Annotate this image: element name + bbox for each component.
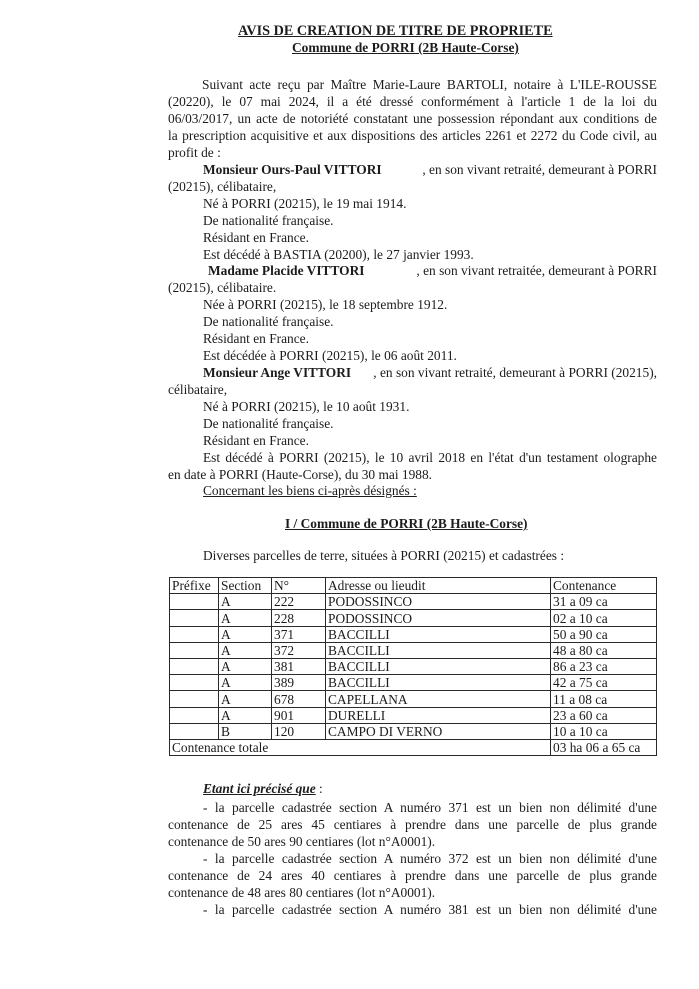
precision-colon: : xyxy=(315,781,323,796)
precision-heading xyxy=(203,781,323,797)
document-title: AVIS DE CREATION DE TITRE DE PROPRIETE xyxy=(238,23,553,39)
person-line xyxy=(203,162,657,178)
table-cell: 228 xyxy=(272,610,326,626)
note-line: contenance de 24 ares 40 centiares à prendre dans une parcelle de plus grande xyxy=(168,868,657,883)
table-cell xyxy=(170,675,219,691)
note-line: contenance de 48 ares 80 centiares (lot n°A0001). xyxy=(168,885,436,900)
table-header-cell: Préfixe xyxy=(170,578,219,594)
person-detail: Résidant en France. xyxy=(203,230,309,245)
precision-label: Etant ici précisé que xyxy=(203,781,316,796)
note-line: - la parcelle cadastrée section A numéro 371 est un bien non délimité d'une xyxy=(203,800,657,815)
table-row xyxy=(170,626,657,642)
note-line: contenance de 50 ares 90 centiares (lot n°A0001). xyxy=(168,834,436,849)
table-cell: A xyxy=(219,675,272,691)
intro-line: la prescription acquisitive et aux dispositions des articles 2261 et 2272 du Code civil, au xyxy=(168,128,657,143)
table-cell: 11 a 08 ca xyxy=(551,691,657,707)
person-detail: Née à PORRI (20215), le 18 septembre 1912. xyxy=(203,297,448,312)
table-cell: A xyxy=(219,642,272,658)
table-cell: CAMPO DI VERNO xyxy=(326,723,551,739)
person-line xyxy=(203,365,657,381)
table-cell: A xyxy=(219,594,272,610)
table-cell xyxy=(170,723,219,739)
table-cell: A xyxy=(219,691,272,707)
table-cell: 901 xyxy=(272,707,326,723)
table-total-row xyxy=(170,739,657,755)
table-row xyxy=(170,723,657,739)
table-cell: A xyxy=(219,707,272,723)
table-cell: 86 a 23 ca xyxy=(551,658,657,674)
note-line: contenance de 25 ares 45 centiares à prendre dans une parcelle de plus grande xyxy=(168,817,657,832)
person-detail: Résidant en France. xyxy=(203,331,309,346)
person-name: Monsieur Ours-Paul VITTORI xyxy=(203,162,382,177)
table-cell xyxy=(170,626,219,642)
person-description: , en son vivant retraité, demeurant à PORRI (20215), xyxy=(373,365,657,380)
table-header-cell: N° xyxy=(272,578,326,594)
person-description: , en son vivant retraité, demeurant à PORRI xyxy=(422,162,657,177)
table-header-row xyxy=(170,578,657,594)
document-subtitle: Commune de PORRI (2B Haute-Corse) xyxy=(292,40,519,55)
table-cell: 31 a 09 ca xyxy=(551,594,657,610)
table-cell: 371 xyxy=(272,626,326,642)
person-name: Monsieur Ange VITTORI xyxy=(203,365,352,380)
intro-line: Suivant acte reçu par Maître Marie-Laure BARTOLI, notaire à L'ILE-ROUSSE xyxy=(202,77,657,92)
table-row xyxy=(170,675,657,691)
table-cell: 678 xyxy=(272,691,326,707)
table-cell: B xyxy=(219,723,272,739)
note-line: - la parcelle cadastrée section A numéro 372 est un bien non délimité d'une xyxy=(203,851,657,866)
table-cell xyxy=(170,610,219,626)
person-description: , en son vivant retraitée, demeurant à PORRI xyxy=(416,263,657,278)
table-cell: A xyxy=(219,626,272,642)
person-detail: De nationalité française. xyxy=(203,213,334,228)
table-cell xyxy=(170,642,219,658)
table-row xyxy=(170,594,657,610)
person-line: (20215), célibataire, xyxy=(168,179,277,194)
person-line: célibataire, xyxy=(168,382,228,397)
table-header-cell: Contenance xyxy=(551,578,657,594)
intro-line: 06/03/2017, un acte de notoriété constatant une possession répondant aux conditions de xyxy=(168,111,657,126)
table-cell: PODOSSINCO xyxy=(326,594,551,610)
intro-line: (20220), le 07 mai 2024, il a été dressé conformément à l'article 1 de la loi du xyxy=(168,94,657,109)
table-cell: 42 a 75 ca xyxy=(551,675,657,691)
table-cell: A xyxy=(219,658,272,674)
table-cell: 02 a 10 ca xyxy=(551,610,657,626)
table-cell: A xyxy=(219,610,272,626)
table-cell: 48 a 80 ca xyxy=(551,642,657,658)
table-row xyxy=(170,610,657,626)
section-title: I / Commune de PORRI (2B Haute-Corse) xyxy=(285,516,528,531)
table-header-cell: Adresse ou lieudit xyxy=(326,578,551,594)
table-row xyxy=(170,658,657,674)
total-value-cell: 03 ha 06 a 65 ca xyxy=(551,739,657,755)
table-cell: 389 xyxy=(272,675,326,691)
person-detail: Né à PORRI (20215), le 19 mai 1914. xyxy=(203,196,407,211)
table-cell xyxy=(170,594,219,610)
table-cell xyxy=(170,658,219,674)
person-detail: Est décédé à BASTIA (20200), le 27 janvier 1993. xyxy=(203,247,474,262)
table-cell: 23 a 60 ca xyxy=(551,707,657,723)
goods-heading: Concernant les biens ci-après désignés : xyxy=(203,483,417,498)
table-cell: 10 a 10 ca xyxy=(551,723,657,739)
table-cell: BACCILLI xyxy=(326,675,551,691)
person-detail: Résidant en France. xyxy=(203,433,309,448)
table-cell: 50 a 90 ca xyxy=(551,626,657,642)
note-line: - la parcelle cadastrée section A numéro 381 est un bien non délimité d'une xyxy=(203,902,657,917)
table-row xyxy=(170,691,657,707)
table-cell: BACCILLI xyxy=(326,658,551,674)
table-header-cell: Section xyxy=(219,578,272,594)
table-cell: 372 xyxy=(272,642,326,658)
table-cell: 222 xyxy=(272,594,326,610)
person-line: (20215), célibataire. xyxy=(168,280,277,295)
table-cell: BACCILLI xyxy=(326,626,551,642)
table-row xyxy=(170,642,657,658)
person-name: Madame Placide VITTORI xyxy=(208,263,365,278)
table-cell: CAPELLANA xyxy=(326,691,551,707)
person-detail: Est décédé à PORRI (20215), le 10 avril 2018 en l'état d'un testament olographe xyxy=(203,450,657,465)
person-detail: De nationalité française. xyxy=(203,314,334,329)
intro-line: profit de : xyxy=(168,145,221,160)
table-cell xyxy=(170,691,219,707)
table-cell xyxy=(170,707,219,723)
person-line xyxy=(208,263,657,279)
table-cell: BACCILLI xyxy=(326,642,551,658)
table-cell: DURELLI xyxy=(326,707,551,723)
parcels-intro: Diverses parcelles de terre, situées à PORRI (20215) et cadastrées : xyxy=(203,548,565,563)
table-cell: 120 xyxy=(272,723,326,739)
table-cell: 381 xyxy=(272,658,326,674)
person-detail: en date à PORRI (Haute-Corse), du 30 mai 1988. xyxy=(168,467,433,482)
person-detail: Né à PORRI (20215), le 10 août 1931. xyxy=(203,399,410,414)
total-label-cell: Contenance totale xyxy=(170,739,551,755)
parcels-table xyxy=(169,577,657,756)
table-cell: PODOSSINCO xyxy=(326,610,551,626)
person-detail: Est décédée à PORRI (20215), le 06 août 2011. xyxy=(203,348,457,363)
table-row xyxy=(170,707,657,723)
person-detail: De nationalité française. xyxy=(203,416,334,431)
